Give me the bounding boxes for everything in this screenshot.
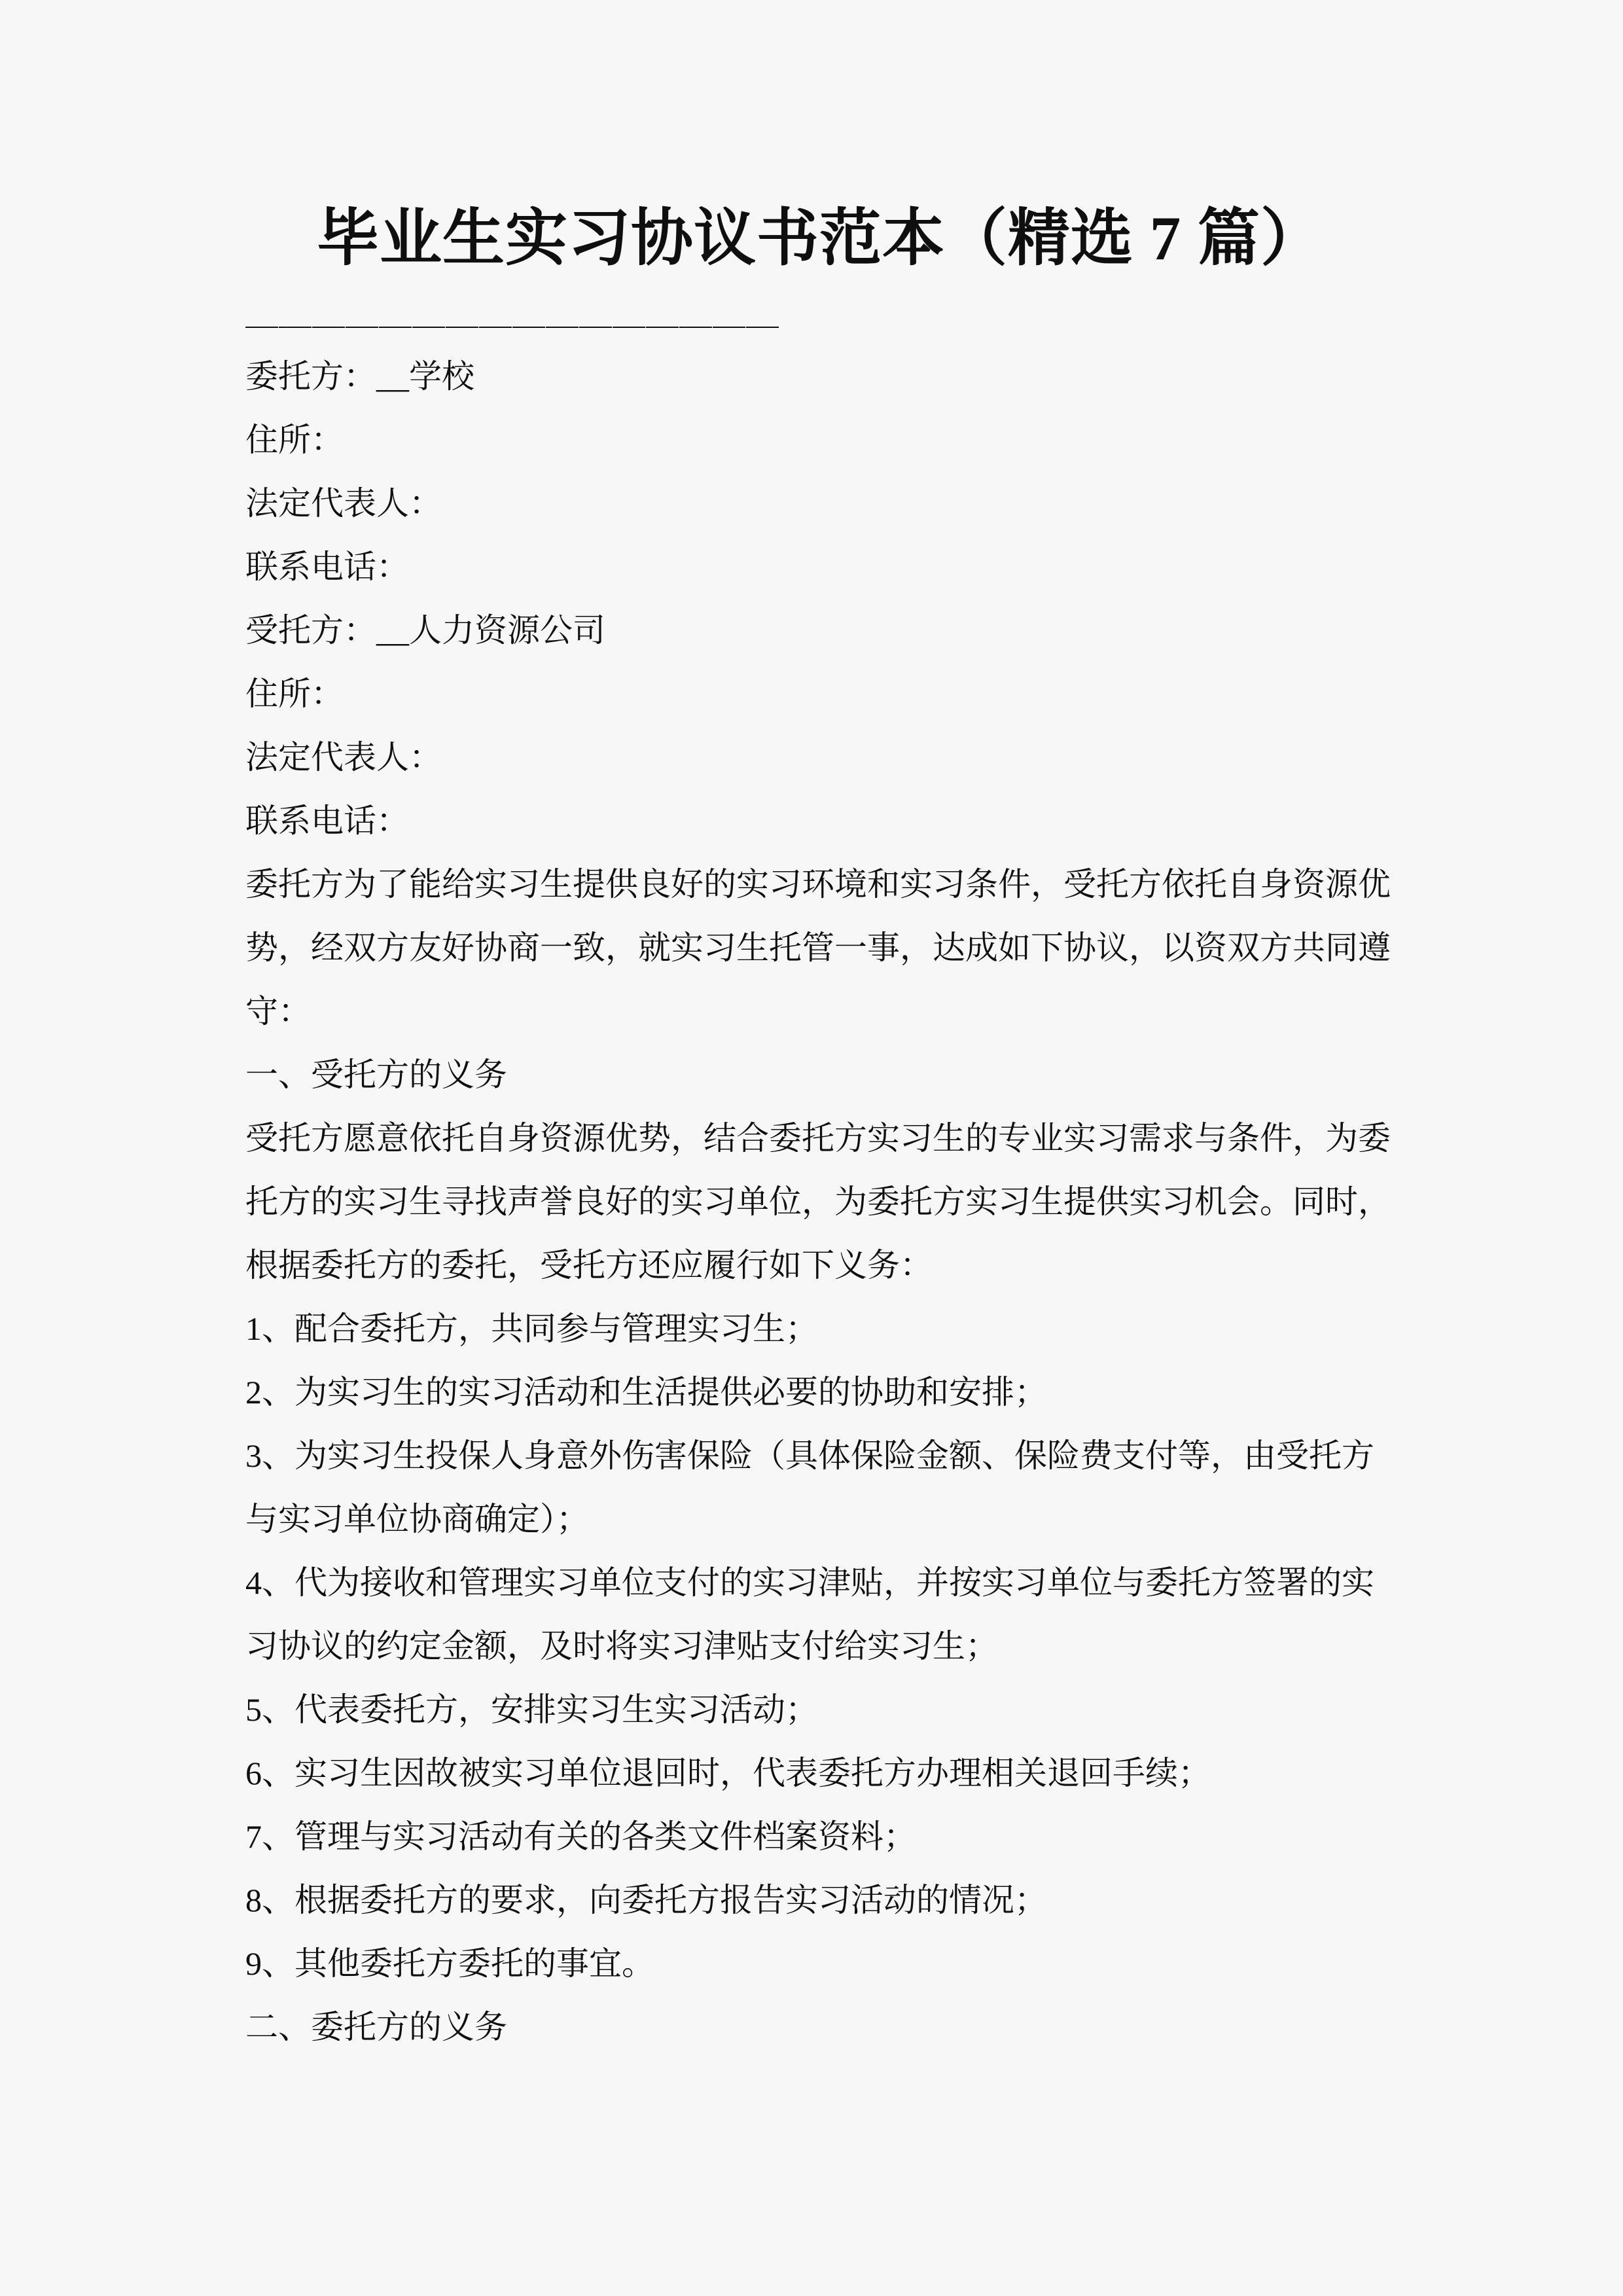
text-line: 4、代为接收和管理实习单位支付的实习津贴，并按实习单位与委托方签署的实	[245, 1564, 1374, 1601]
document-title: 毕业生实习协议书范本（精选 7 篇）	[316, 204, 1323, 273]
text-line: 2、为实习生的实习活动和生活提供必要的协助和安排；	[245, 1374, 1047, 1410]
text-line: 与实习单位协商确定）；	[245, 1501, 589, 1537]
text-line: 住所：	[245, 675, 344, 712]
text-line: 6、实习生因故被实习单位退回时，代表委托方办理相关退回手续；	[245, 1755, 1211, 1791]
text-line: 1、配合委托方，共同参与管理实习生；	[245, 1310, 818, 1347]
text-line: 9、其他委托方委托的事宜。	[245, 1945, 654, 1982]
text-line: 受托方：__人力资源公司	[245, 612, 605, 649]
text-line: 守：	[245, 993, 311, 1030]
text-line: 势，经双方友好协商一致，就实习生托管一事，达成如下协议，以资双方共同遵	[245, 929, 1391, 966]
divider-line: ＿＿＿＿＿＿＿＿＿＿＿＿＿＿＿＿	[245, 295, 779, 331]
text-line: 8、根据委托方的要求，向委托方报告实习活动的情况；	[245, 1882, 1047, 1918]
text-line: 3、为实习生投保人身意外伤害保险（具体保险金额、保险费支付等，由受托方	[245, 1437, 1374, 1474]
text-line: 一、受托方的义务	[245, 1056, 507, 1093]
text-line: 5、代表委托方，安排实习生实习活动；	[245, 1691, 818, 1728]
text-line: 联系电话：	[245, 802, 409, 839]
text-line: 根据委托方的委托，受托方还应履行如下义务：	[245, 1247, 933, 1283]
text-line: 联系电话：	[245, 548, 409, 585]
text-line: 7、管理与实习活动有关的各类文件档案资料；	[245, 1818, 916, 1855]
text-line: 法定代表人：	[245, 485, 442, 522]
text-line: 二、委托方的义务	[245, 2009, 507, 2045]
document-content	[245, 195, 1395, 2059]
text-line: 习协议的约定金额，及时将实习津贴支付给实习生；	[245, 1628, 998, 1664]
text-line: 住所：	[245, 422, 344, 458]
text-line: 托方的实习生寻找声誉良好的实习单位，为委托方实习生提供实习机会。同时，	[245, 1183, 1391, 1220]
text-line: 法定代表人：	[245, 739, 442, 776]
text-line: 委托方：__学校	[245, 358, 474, 395]
text-line: 受托方愿意依托自身资源优势，结合委托方实习生的专业实习需求与条件，为委	[245, 1120, 1391, 1157]
text-line: 委托方为了能给实习生提供良好的实习环境和实习条件，受托方依托自身资源优	[245, 866, 1391, 903]
